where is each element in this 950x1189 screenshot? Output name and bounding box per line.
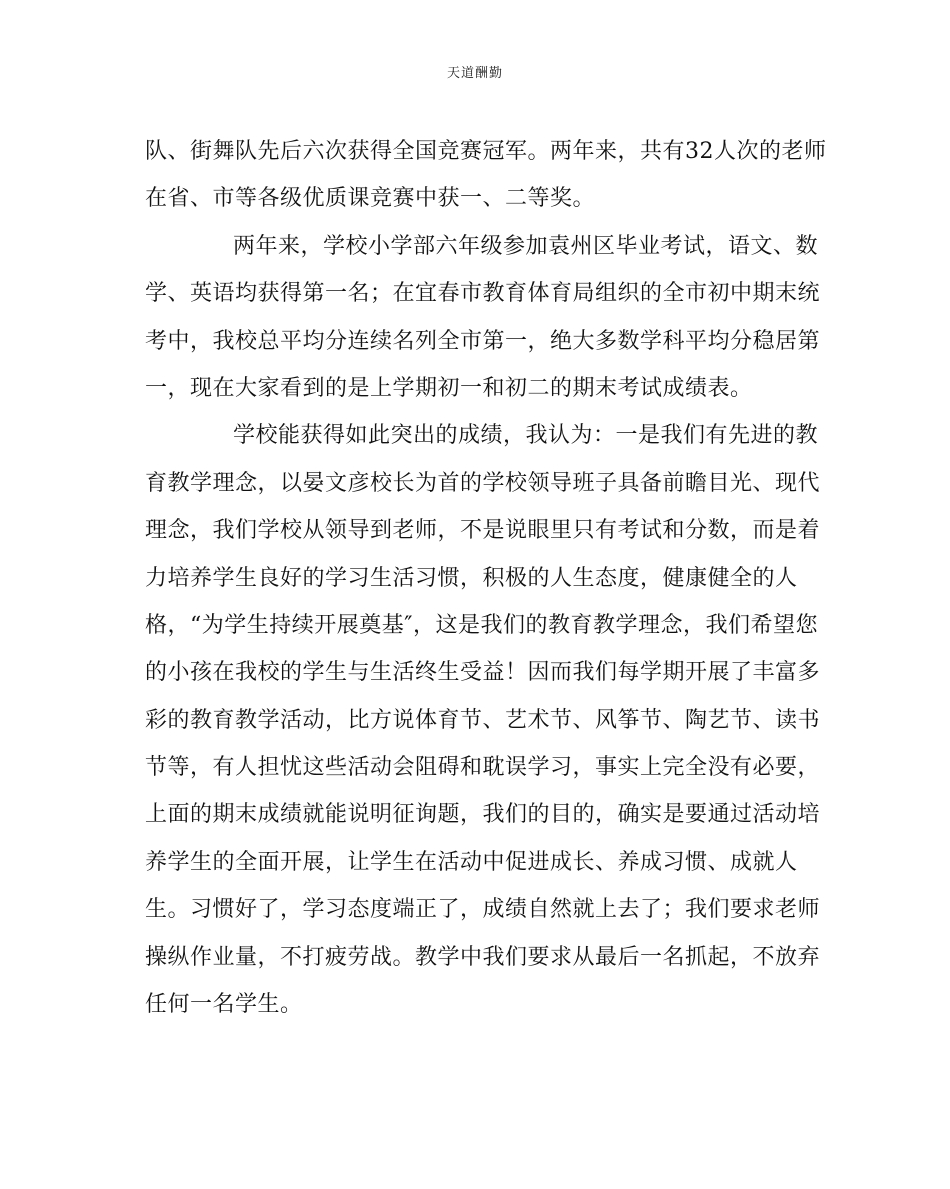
text-line: 队、街舞队先后六次获得全国竞赛冠军。两年来，共有32人次的老师 <box>145 139 827 164</box>
text-line: 操纵作业量，不打疲劳战。教学中我们要求从最后一名抓起，不放弃 <box>145 944 821 970</box>
paragraph-start-line: 学校能获得如此突出的成绩，我认为：一是我们有先进的教 <box>233 423 819 449</box>
paragraph-start-line: 两年来，学校小学部六年级参加袁州区毕业考试，语文、数 <box>233 233 819 259</box>
text-line: 理念，我们学校从领导到老师，不是说眼里只有考试和分数，而是着 <box>145 518 821 544</box>
text-line: 彩的教育教学活动，比方说体育节、艺术节、风筝节、陶艺节、读书 <box>145 707 821 733</box>
text-line: 养学生的全面开展，让学生在活动中促进成长、养成习惯、成就人 <box>145 849 798 875</box>
text-line: 上面的期末成绩就能说明征询题，我们的目的，确实是要通过活动培 <box>145 802 821 828</box>
text-line: 节等，有人担忧这些活动会阻碍和耽误学习，事实上完全没有必要， <box>145 755 821 781</box>
text-line: 力培养学生良好的学习生活习惯，积极的人生态度，健康健全的人 <box>145 565 798 591</box>
text-line: 格，“为学生持续开展奠基″，这是我们的教育教学理念，我们希望您 <box>145 612 818 638</box>
text-line: 在省、市等各级优质课竞赛中获一、二等奖。 <box>145 186 596 212</box>
text-line: 一，现在大家看到的是上学期初一和初二的期末考试成绩表。 <box>145 375 753 401</box>
text-line: 考中，我校总平均分连续名列全市第一，绝大多数学科平均分稳居第 <box>145 328 821 354</box>
text-line: 任何一名学生。 <box>145 992 303 1018</box>
document-body <box>145 128 827 1028</box>
page-header: 天道酬勤 <box>446 66 503 81</box>
text-line: 生。习惯好了，学习态度端正了，成绩自然就上去了；我们要求老师 <box>145 897 821 923</box>
text-line: 的小孩在我校的学生与生活终生受益！因而我们每学期开展了丰富多 <box>145 660 821 686</box>
text-line: 学、英语均获得第一名；在宜春市教育体育局组织的全市初中期末统 <box>145 281 821 307</box>
text-line: 育教学理念，以晏文彦校长为首的学校领导班子具备前瞻目光、现代 <box>145 470 821 496</box>
